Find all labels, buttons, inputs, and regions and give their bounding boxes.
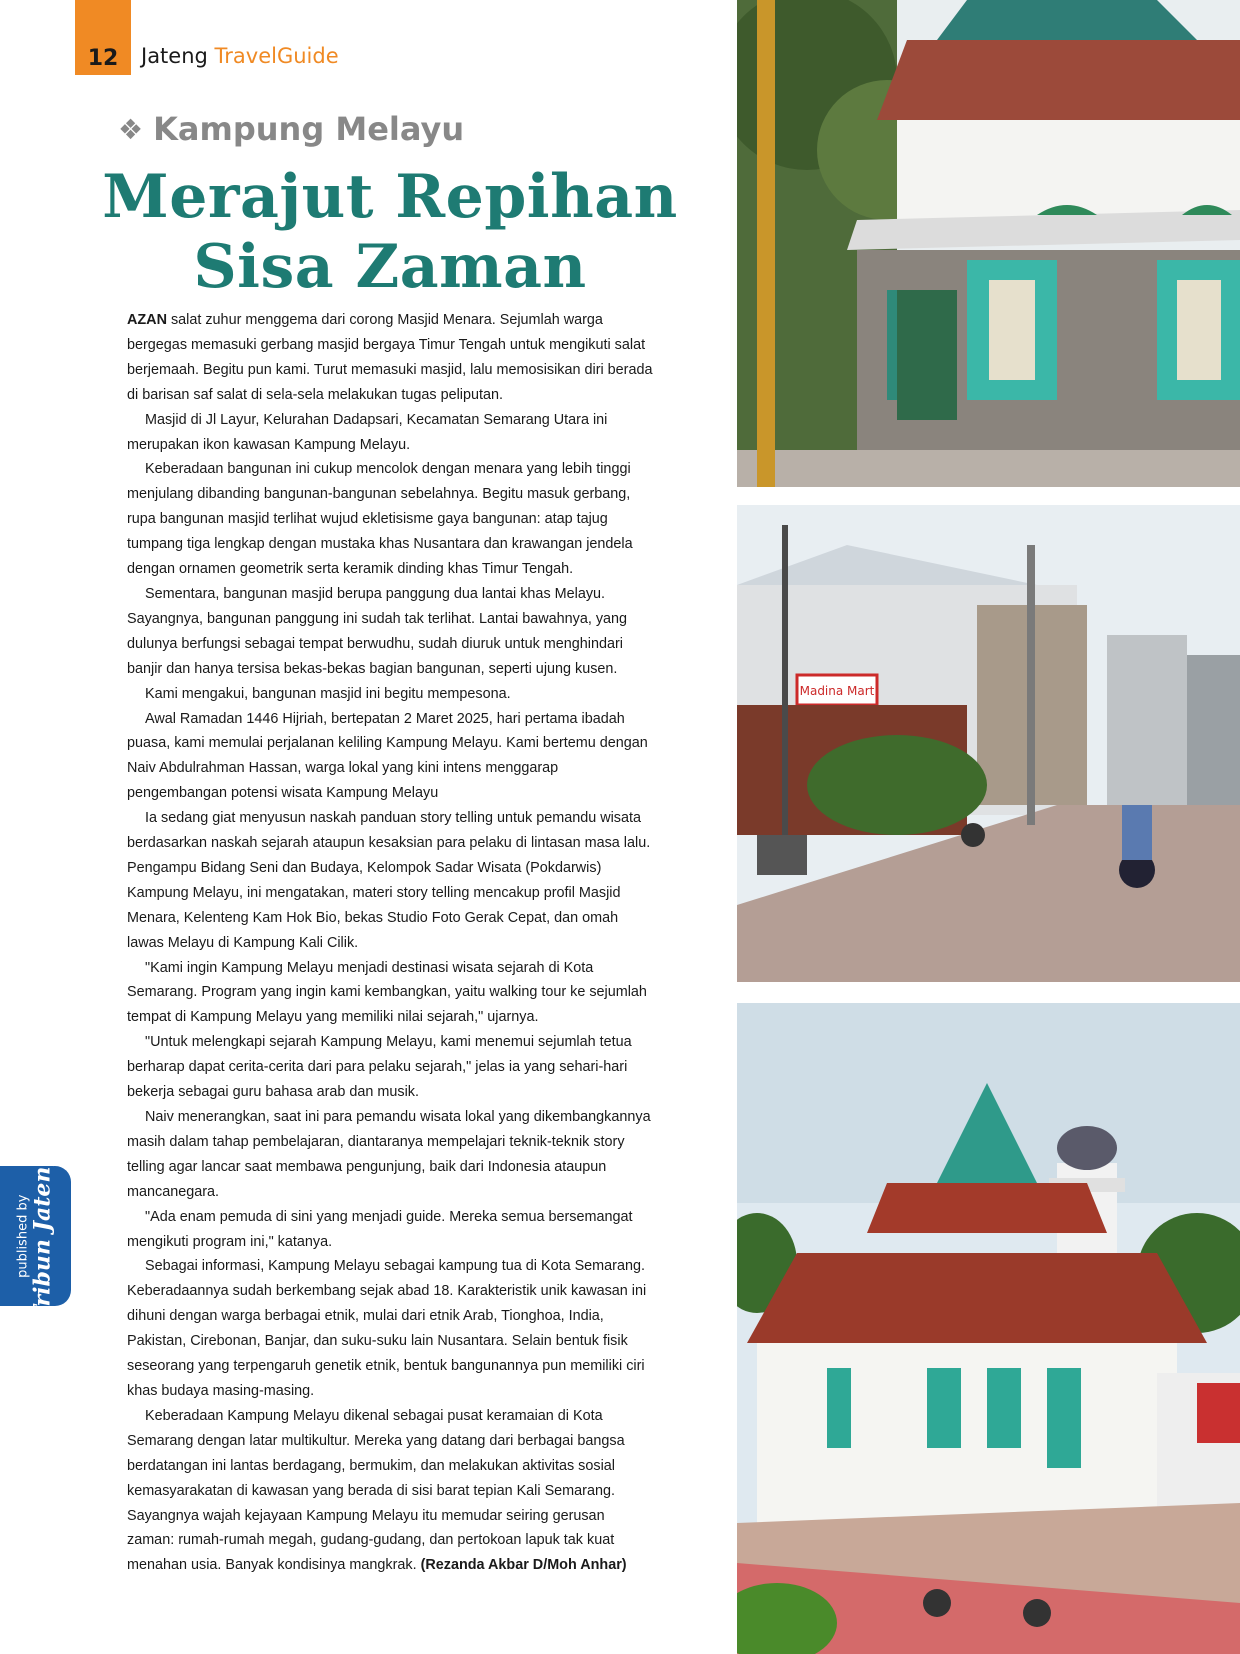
article-body: [127, 308, 655, 1578]
page-number-text: 12: [87, 46, 119, 71]
store-sign: Madina Mart: [799, 684, 875, 698]
kicker-text: Kampung Melayu: [153, 110, 465, 148]
paragraph: Naiv menerangkan, saat ini para pemandu wisata lokal yang dikembangkannya masih dalam tahap pembelajaran, diantaranya mempelajari teknik-teknik story telling agar lancar saat membawa pengunjung, baik dari Indonesia ataupun mancanegara.: [127, 1109, 651, 1200]
headline-line-1: Merajut Repihan: [102, 162, 678, 232]
photo-mosque-minaret: [737, 1003, 1240, 1654]
headline-line-2: Sisa Zaman: [193, 232, 587, 302]
paragraph: [127, 1404, 655, 1578]
photo-mosque-facade: [737, 0, 1240, 487]
paragraph: Awal Ramadan 1446 Hijriah, bertepatan 2 Maret 2025, hari pertama ibadah puasa, kami memulai perjalanan keliling Kampung Melayu. Kami bertemu dengan Naiv Abdulrahman Hassan, warga lokal yang kini intens menggarap pengembangan potensi wisata Kampung Melayu: [127, 710, 648, 802]
lead-word: AZAN: [127, 312, 167, 328]
publisher-badge: [0, 1151, 71, 1321]
paragraph: Keberadaan bangunan ini cukup mencolok dengan menara yang lebih tinggi menjulang dibanding bangunan-bangunan sebelahnya. Begitu masuk gerbang, rupa bangunan masjid terlihat wujud ekletisisme gaya bangunan: atap tajug tumpang tiga lengkap dengan mustaka khas Nusantara dan krawangan jendela dengan ornamen geometrik serta keramik dinding khas Timur Tengah.: [127, 461, 633, 578]
paragraph: Sementara, bangunan masjid berupa panggung dua lantai khas Melayu. Sayangnya, bangunan panggung ini sudah tak terlihat. Lantai bawahnya, yang dulunya berfungsi sebagai tempat berwudhu, sudah diuruk untuk menghindari banjir dan hanya tersisa bekas-bekas bagian bangunan, seperti ujung kusen.: [127, 585, 628, 677]
page-number: [75, 0, 131, 75]
section-kicker: [118, 110, 464, 148]
brand-jateng: Jateng: [141, 44, 208, 68]
brand-travelguide: TravelGuide: [214, 44, 339, 68]
published-by-label: published by: [15, 1194, 31, 1278]
paragraph-text: Keberadaan Kampung Melayu dikenal sebagai pusat keramaian di Kota Semarang dengan latar multikultur. Mereka yang datang dari berbagai bangsa berdatangan ini lantas berdagang, bermukim, dan melakukan aktivitas sosial kemasyarakatan di kawasan yang berada di sisi barat tepian Kali Semarang. Sayangnya wajah kejayaan Kampung Melayu itu memudar seiring gerusan zaman: rumah-rumah megah, gudang-gudang, dan pertokoan lapuk tak kuat menahan usia. Banyak kondisinya mangkrak.: [127, 1407, 625, 1574]
photo-street-scene: [737, 505, 1240, 982]
publication-brand: [141, 44, 339, 68]
tribun-jateng-logo: Tribun Jateng: [29, 1151, 56, 1321]
article-headline: [90, 162, 690, 302]
paragraph: Masjid di Jl Layur, Kelurahan Dadapsari, Kecamatan Semarang Utara ini merupakan ikon kawasan Kampung Melayu.: [127, 411, 608, 453]
paragraph: Sebagai informasi, Kampung Melayu sebagai kampung tua di Kota Semarang. Keberadaannya sudah berkembang sejak abad 18. Karakteristik unik kawasan ini dihuni dengan warga berbagai etnik, mulai dari etnik Arab, Tionghoa, India, Pakistan, Cirebonan, Banjar, dan suku-suku lain Nusantara. Selain bentuk fisik seseorang yang terpengaruh genetik etnik, bentuk bangunannya pun memiliki ciri khas budaya masing-masing.: [127, 1258, 647, 1399]
paragraph: Ia sedang giat menyusun naskah panduan story telling untuk pemandu wisata berdasarkan naskah sejarah ataupun kesaksian para pelaku di lintasan masa lalu. Pengampu Bidang Seni dan Budaya, Kelompok Sadar Wisata (Pokdarwis) Kampung Melayu, ini mengatakan, materi story telling mencakup profil Masjid Menara, Kelenteng Kam Hok Bio, bekas Studio Foto Gerak Cepat, dan omah lawas Melayu di Kampung Kali Cilik.: [127, 810, 651, 951]
paragraph: [127, 308, 655, 408]
author-credit: (Rezanda Akbar D/Moh Anhar): [420, 1557, 627, 1574]
paragraph-text: salat zuhur menggema dari corong Masjid Menara. Sejumlah warga bergegas memasuki gerbang masjid bergaya Timur Tengah untuk mengikuti salat berjemaah. Begitu pun kami. Turut memasuki masjid, lalu memosisikan diri berada di barisan saf salat di sela-sela melakukan tugas peliputan.: [127, 312, 653, 403]
paragraph: "Ada enam pemuda di sini yang menjadi guide. Mereka semua bersemangat mengikuti program ini," katanya.: [127, 1208, 633, 1250]
diamond-icon: ❖: [118, 112, 144, 146]
paragraph: "Untuk melengkapi sejarah Kampung Melayu, kami menemui sejumlah tetua berharap dapat cerita-cerita dari para pelaku sejarah," jelas ia yang sehari-hari bekerja sebagai guru bahasa arab dan musik.: [127, 1034, 632, 1101]
paragraph: "Kami ingin Kampung Melayu menjadi destinasi wisata sejarah di Kota Semarang. Program yang ingin kami kembangkan, yaitu walking tour ke sejumlah tempat di Kampung Melayu yang memiliki nilai sejarah," ujarnya.: [127, 959, 647, 1026]
paragraph: Kami mengakui, bangunan masjid ini begitu mempesona.: [145, 685, 511, 702]
